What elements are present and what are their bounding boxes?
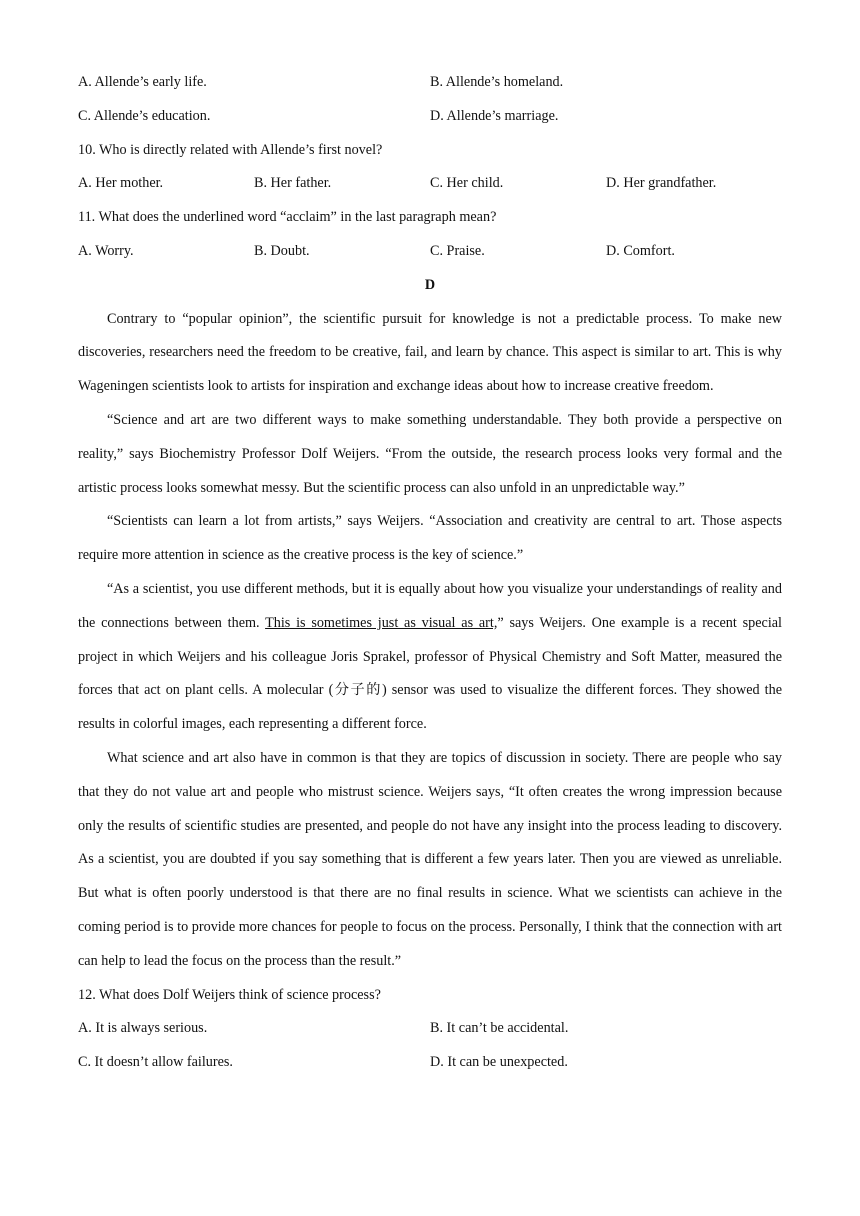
q9-option-b[interactable]: B. Allende’s homeland. <box>430 74 564 90</box>
q12-option-a[interactable]: A. It is always serious. <box>78 1020 208 1037</box>
paragraph-4-text-before: “As a scientist, you use different methods, but it is equally about how you visualize your understandings of reality and the connections between them. <box>78 580 782 631</box>
q10-question: 10. Who is directly related with Allende’s first novel? <box>78 141 383 158</box>
underlined-sentence: This is sometimes just as visual as art, <box>265 614 498 631</box>
q11-option-b[interactable]: B. Doubt. <box>254 242 310 259</box>
passage-paragraph-4 <box>78 573 782 742</box>
q12-options-row-1 <box>78 1012 782 1046</box>
q12-question: 12. What does Dolf Weijers think of science process? <box>78 986 381 1003</box>
q10-option-b[interactable]: B. Her father. <box>254 175 332 192</box>
passage-paragraph-3: “Scientists can learn a lot from artists,” says Weijers. “Association and creativity are central to art. Those aspects require more attention in science as the creative process is the key of science.” <box>78 513 782 564</box>
q11-options-row <box>78 235 782 269</box>
q11-option-a[interactable]: A. Worry. <box>78 242 134 259</box>
paragraph-4-text-after: ” says Weijers. One example is a recent special project in which Weijers and his colleague Joris Sprakel, professor of Physical Chemistry and Soft Matter, measured the forces that act on plant cells. A molecular (分子的) sensor was used to visualize the different forces. They showed the results in colorful images, each representing a different force. <box>78 614 782 733</box>
q9-option-a[interactable]: A. Allende’s early life. <box>78 74 207 90</box>
q11-question: 11. What does the underlined word “acclaim” in the last paragraph mean? <box>78 209 497 226</box>
q11-option-c[interactable]: C. Praise. <box>430 242 485 259</box>
q10-option-c[interactable]: C. Her child. <box>430 175 504 192</box>
exam-page <box>78 66 782 1080</box>
q12-options-row-2 <box>78 1046 782 1080</box>
q10-options-row <box>78 167 782 201</box>
q9-options-row-1 <box>78 66 782 100</box>
passage-paragraph-5: What science and art also have in common is that they are topics of discussion in society. There are people who say that they do not value art and people who mistrust science. Weijers says, “It often creates the wrong impression because only the results of scientific studies are presented, and people do not have any insight into the process leading to discovery. As a scientist, you are doubted if you say something that is different a few years later. Then you are viewed as unreliable. But what is often poorly understood is that there are no final results in science. What we scientists can achieve in the coming period is to provide more chances for people to focus on the process. Personally, I think that the connection with art can help to lead the focus on the process than the result.” <box>78 749 782 969</box>
q9-options-row-2 <box>78 100 782 134</box>
section-d-title: D <box>424 276 436 293</box>
passage-paragraph-2: “Science and art are two different ways to make something understandable. They both provide a perspective on reality,” says Biochemistry Professor Dolf Weijers. “From the outside, the research process looks very formal and the artistic process looks somewhat messy. But the scientific process can also unfold in an unpredictable way.” <box>78 411 782 496</box>
q10-option-a[interactable]: A. Her mother. <box>78 175 164 192</box>
q12-option-d[interactable]: D. It can be unexpected. <box>430 1054 568 1071</box>
q12-option-c[interactable]: C. It doesn’t allow failures. <box>78 1054 233 1071</box>
q12-option-b[interactable]: B. It can’t be accidental. <box>430 1020 569 1037</box>
passage-paragraph-1: Contrary to “popular opinion”, the scientific pursuit for knowledge is not a predictable process. To make new discoveries, researchers need the freedom to be creative, fail, and learn by chance. This aspect is similar to art. This is why Wageningen scientists look to artists for inspiration and exchange ideas about how to increase creative freedom. <box>78 310 782 395</box>
q10-option-d[interactable]: D. Her grandfather. <box>606 175 717 192</box>
q9-option-c[interactable]: C. Allende’s education. <box>78 107 211 124</box>
q11-option-d[interactable]: D. Comfort. <box>606 242 675 259</box>
q9-option-d[interactable]: D. Allende’s marriage. <box>430 107 559 124</box>
